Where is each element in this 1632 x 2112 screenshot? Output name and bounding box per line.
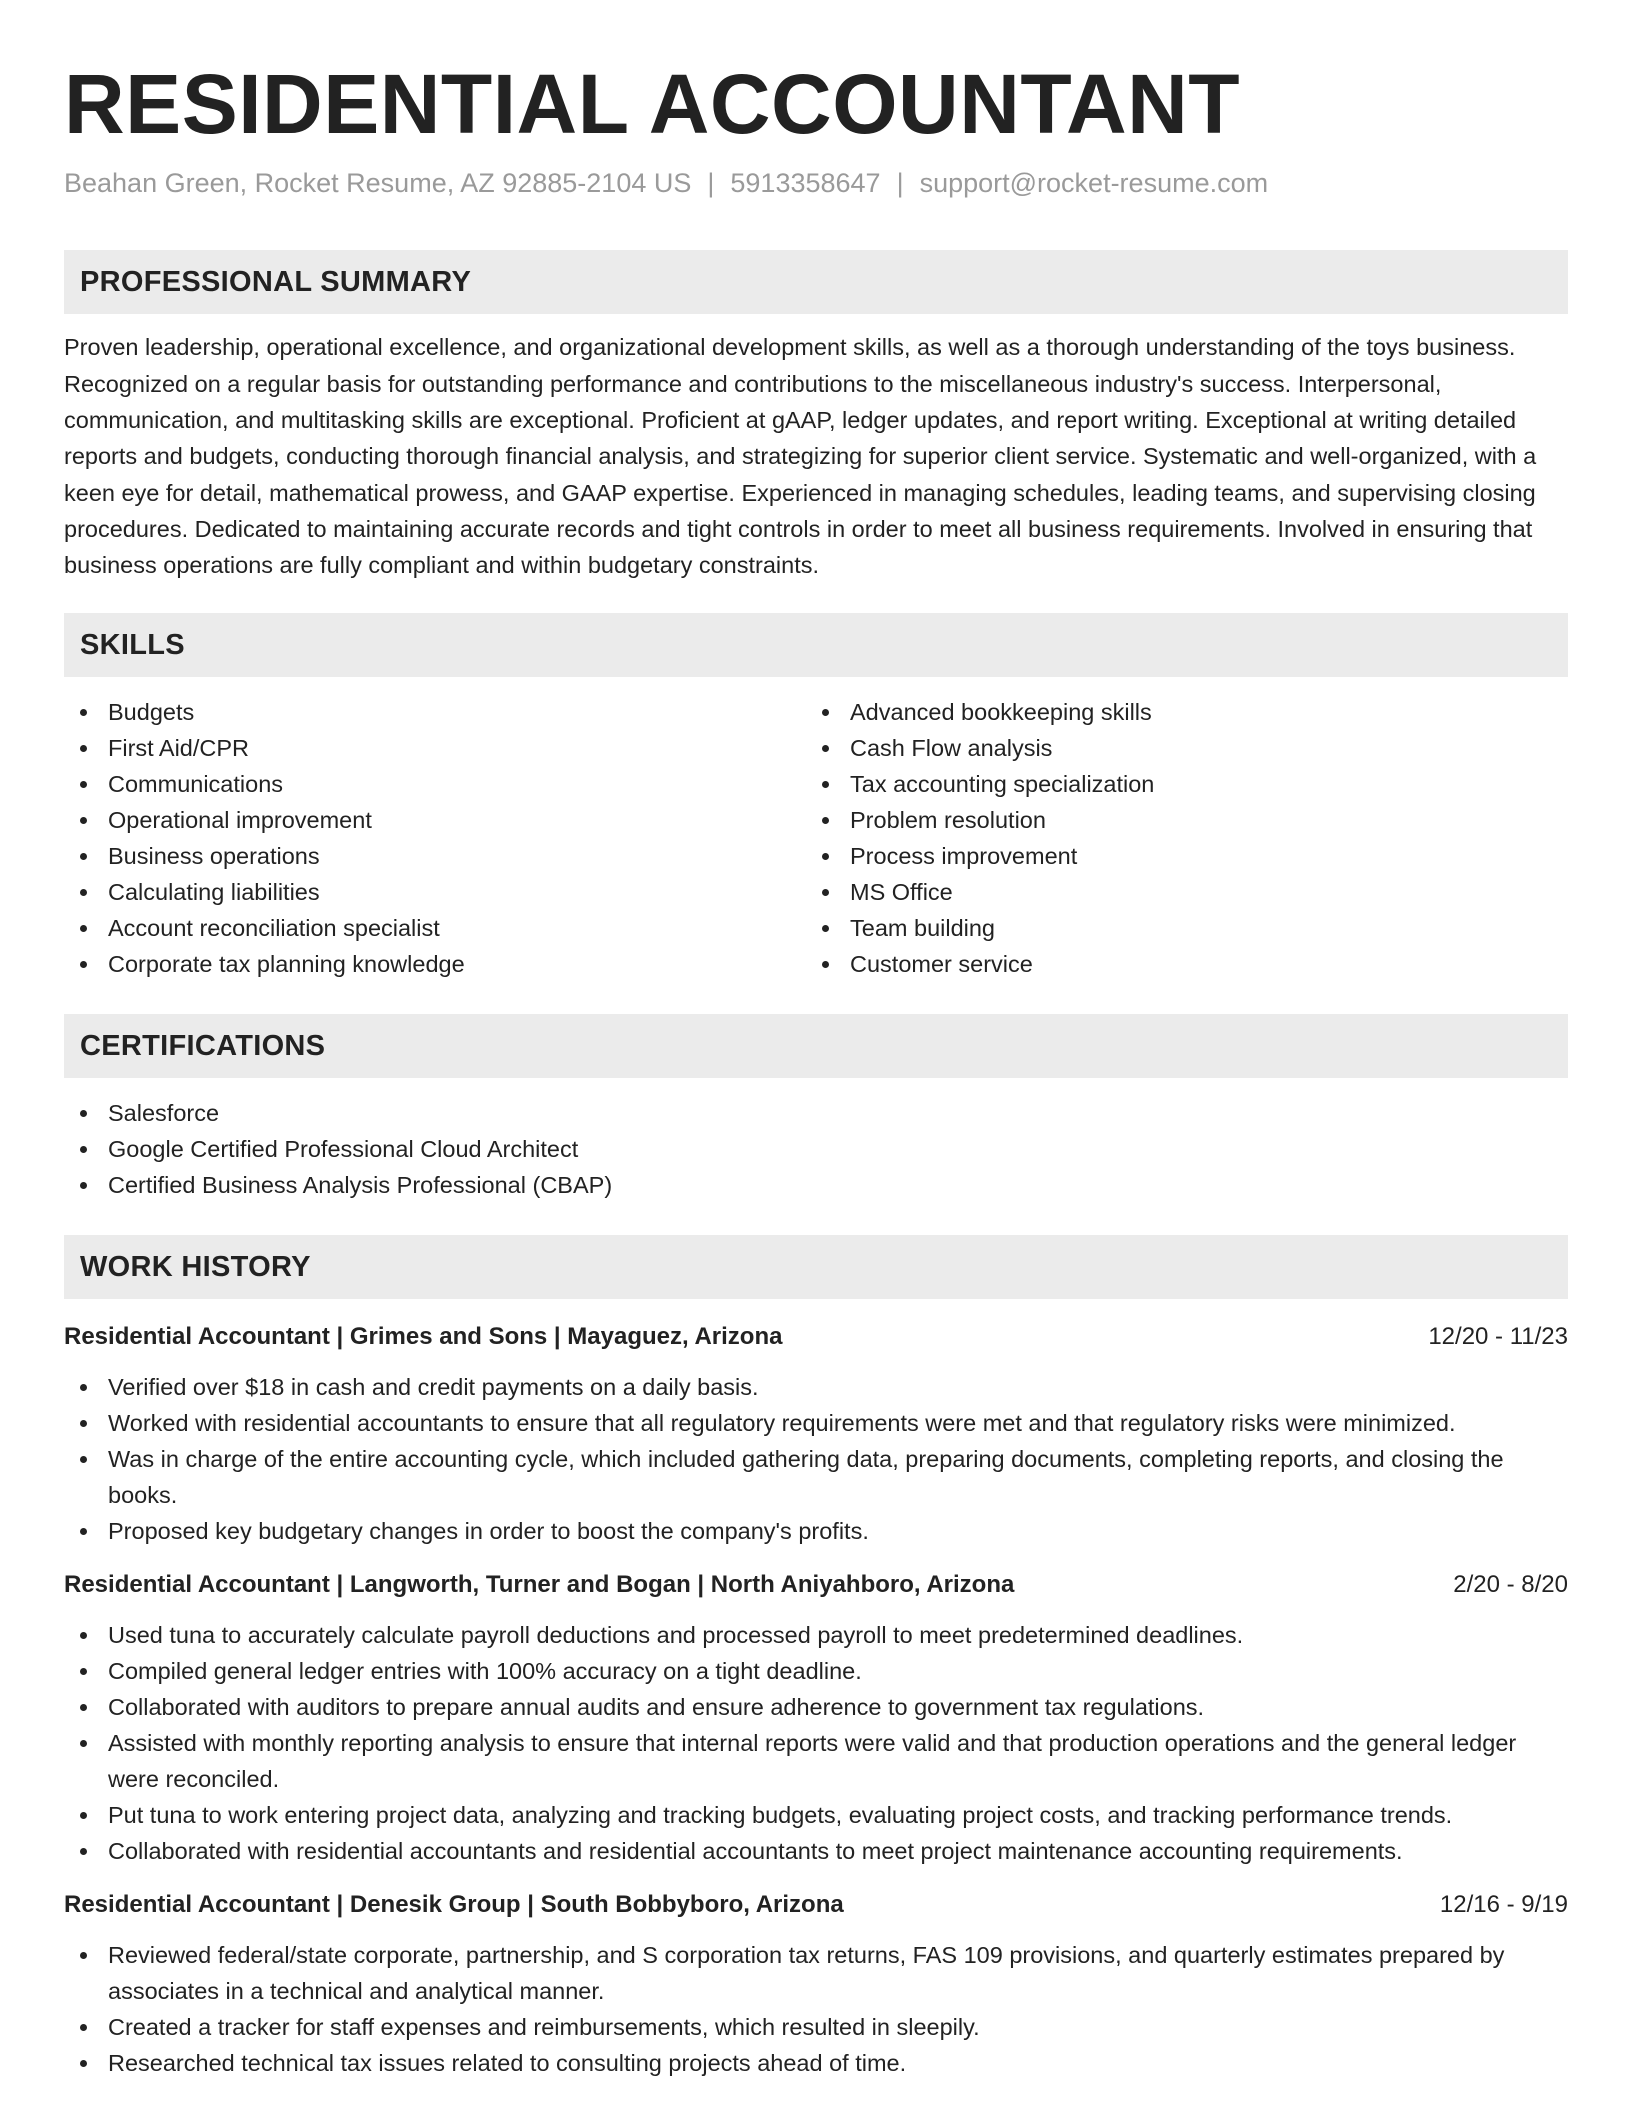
job-bullet: Put tuna to work entering project data, analyzing and tracking budgets, evaluating project costs, and tracking performance trends. bbox=[64, 1797, 1568, 1833]
contact-line bbox=[64, 168, 1568, 208]
job-bullet: Used tuna to accurately calculate payroll deductions and processed payroll to meet predetermined deadlines. bbox=[64, 1617, 1568, 1653]
job-bullet: Created a tracker for staff expenses and reimbursements, which resulted in sleepily. bbox=[64, 2009, 1568, 2045]
contact-email: support@rocket-resume.com bbox=[919, 168, 1269, 199]
job-bullets bbox=[64, 1617, 1568, 1869]
skill-item: Business operations bbox=[64, 838, 806, 874]
job-bullet: Worked with residential accountants to ensure that all regulatory requirements were met and that regulatory risks were minimized. bbox=[64, 1405, 1568, 1441]
job-bullets bbox=[64, 1937, 1568, 2081]
skill-item: Cash Flow analysis bbox=[806, 730, 1548, 766]
skill-item: Operational improvement bbox=[64, 802, 806, 838]
skill-item: Problem resolution bbox=[806, 802, 1548, 838]
job-header bbox=[64, 1319, 1568, 1355]
job-title: Residential Accountant | Denesik Group | South Bobbyboro, Arizona bbox=[64, 1891, 844, 1919]
contact-separator: | bbox=[707, 168, 715, 199]
contact-address: Beahan Green, Rocket Resume, AZ 92885-2104 US bbox=[64, 168, 692, 199]
job-bullet: Collaborated with residential accountants and residential accountants to meet project maintenance accounting requirements. bbox=[64, 1833, 1568, 1869]
skill-item: Corporate tax planning knowledge bbox=[64, 946, 806, 982]
contact-phone: 5913358647 bbox=[730, 168, 881, 199]
job-title: Residential Accountant | Grimes and Sons | Mayaguez, Arizona bbox=[64, 1323, 783, 1351]
certification-item: Salesforce bbox=[64, 1095, 1568, 1131]
job-dates: 12/16 - 9/19 bbox=[1439, 1891, 1568, 1919]
skill-item: Customer service bbox=[806, 946, 1548, 982]
section-header-skills: SKILLS bbox=[64, 613, 1568, 677]
skills-list-left bbox=[64, 694, 806, 982]
skill-item: Account reconciliation specialist bbox=[64, 910, 806, 946]
skills-grid bbox=[64, 694, 1568, 982]
section-header-work-history: WORK HISTORY bbox=[64, 1235, 1568, 1299]
job-bullet: Proposed key budgetary changes in order to boost the company's profits. bbox=[64, 1513, 1568, 1549]
job-entry bbox=[64, 1319, 1568, 1549]
job-bullet: Verified over $18 in cash and credit payments on a daily basis. bbox=[64, 1369, 1568, 1405]
skill-item: Communications bbox=[64, 766, 806, 802]
skills-column-right bbox=[806, 694, 1548, 982]
job-bullet: Compiled general ledger entries with 100% accuracy on a tight deadline. bbox=[64, 1653, 1568, 1689]
section-header-summary: PROFESSIONAL SUMMARY bbox=[64, 250, 1568, 314]
job-bullet: Researched technical tax issues related to consulting projects ahead of time. bbox=[64, 2045, 1568, 2081]
skill-item: Tax accounting specialization bbox=[806, 766, 1548, 802]
job-dates: 12/20 - 11/23 bbox=[1428, 1323, 1568, 1351]
job-title: Residential Accountant | Langworth, Turner and Bogan | North Aniyahboro, Arizona bbox=[64, 1571, 1015, 1599]
skill-item: Process improvement bbox=[806, 838, 1548, 874]
skills-column-left bbox=[64, 694, 806, 982]
certification-item: Certified Business Analysis Professional (CBAP) bbox=[64, 1167, 1568, 1203]
job-bullets bbox=[64, 1369, 1568, 1549]
certification-item: Google Certified Professional Cloud Architect bbox=[64, 1131, 1568, 1167]
job-bullet: Collaborated with auditors to prepare annual audits and ensure adherence to government tax regulations. bbox=[64, 1689, 1568, 1725]
skill-item: Advanced bookkeeping skills bbox=[806, 694, 1548, 730]
skills-list-right bbox=[806, 694, 1548, 982]
certifications-list bbox=[64, 1095, 1568, 1203]
job-entry bbox=[64, 1887, 1568, 2081]
skill-item: MS Office bbox=[806, 874, 1548, 910]
job-entry bbox=[64, 1567, 1568, 1869]
resume-page bbox=[64, 0, 1568, 2081]
section-header-certifications: CERTIFICATIONS bbox=[64, 1014, 1568, 1078]
contact-separator: | bbox=[896, 168, 904, 199]
resume-title: RESIDENTIAL ACCOUNTANT bbox=[64, 57, 1241, 151]
skill-item: Calculating liabilities bbox=[64, 874, 806, 910]
skill-item: First Aid/CPR bbox=[64, 730, 806, 766]
job-bullet: Reviewed federal/state corporate, partnership, and S corporation tax returns, FAS 109 provisions, and quarterly estimates prepared by associates in a technical and analytical manner. bbox=[64, 1937, 1568, 2009]
job-dates: 2/20 - 8/20 bbox=[1453, 1571, 1568, 1599]
job-header bbox=[64, 1887, 1568, 1923]
skill-item: Budgets bbox=[64, 694, 806, 730]
job-header bbox=[64, 1567, 1568, 1603]
summary-text: Proven leadership, operational excellence, and organizational development skills, as well as a thorough understanding of the toys business. Recognized on a regular basis for outstanding performance and contributions to the miscellaneous industry's success. Interpersonal, communication, and multitasking skills are exceptional. Proficient at gAAP, ledger updates, and report writing. Exceptional at writing detailed reports and budgets, conducting thorough financial analysis, and strategizing for superior client service. Systematic and well-organized, with a keen eye for detail, mathematical prowess, and GAAP expertise. Experienced in managing schedules, leading teams, and supervising closing procedures. Dedicated to maintaining accurate records and tight controls in order to meet all business requirements. Involved in ensuring that business operations are fully compliant and within budgetary constraints. bbox=[64, 334, 1537, 579]
job-bullet: Was in charge of the entire accounting cycle, which included gathering data, preparing documents, completing reports, and closing the books. bbox=[64, 1441, 1568, 1513]
job-bullet: Assisted with monthly reporting analysis to ensure that internal reports were valid and that production operations and the general ledger were reconciled. bbox=[64, 1725, 1568, 1797]
skill-item: Team building bbox=[806, 910, 1548, 946]
